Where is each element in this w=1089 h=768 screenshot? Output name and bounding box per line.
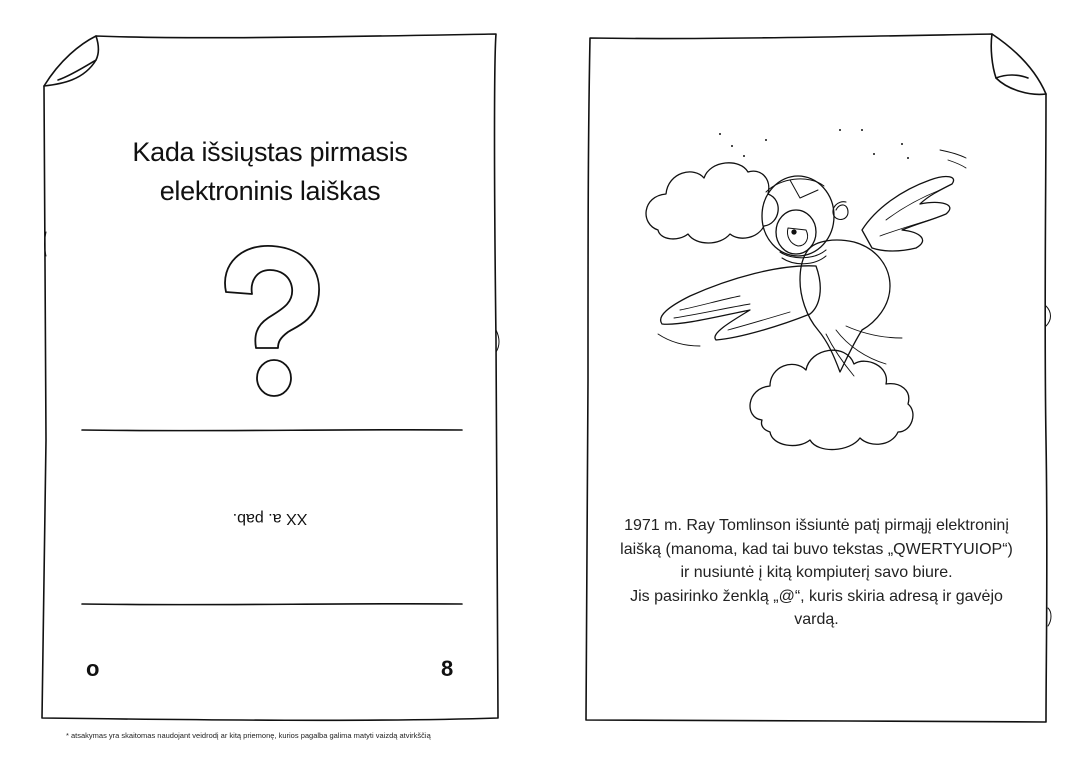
mirrored-answer: XX a. pab. bbox=[232, 510, 308, 527]
fact-text bbox=[604, 514, 1029, 632]
footnote: * atsakymas yra skaitomas naudojant veidrodį ar kitą priemonę, kurios pagalba galima matyti vaizdą atvirkščią bbox=[66, 731, 431, 740]
pigeon-body bbox=[800, 240, 890, 372]
bottom-cloud bbox=[750, 350, 913, 449]
question-title-line-1: Kada išsiųstas pirmasis bbox=[132, 137, 408, 167]
fact-line-3: ir nusiuntė į kitą kompiuterį savo biure. bbox=[680, 564, 953, 581]
page-number-left: o bbox=[86, 656, 100, 681]
fact-line-5: vardą. bbox=[794, 611, 839, 628]
page-number-right: 8 bbox=[441, 656, 454, 681]
helmet bbox=[762, 176, 834, 256]
pigeon-illustration bbox=[640, 120, 980, 460]
top-cloud bbox=[646, 163, 778, 243]
fact-line-4: Jis pasirinko ženklą „@“, kuris skiria adresą ir gavėjo bbox=[630, 587, 1003, 605]
fact-line-2: laišką (manoma, kad tai buvo tekstas „QWERTYUIOP“) bbox=[620, 540, 1013, 558]
question-mark-icon bbox=[212, 240, 332, 410]
left-wing bbox=[661, 266, 821, 340]
fact-line-1: 1971 m. Ray Tomlinson išsiuntė patį pirmąjį elektroninį bbox=[624, 517, 1009, 534]
question-title bbox=[110, 133, 430, 211]
question-title-line-2: elektroninis laiškas bbox=[159, 176, 381, 206]
spiral-mark bbox=[833, 202, 848, 220]
right-wing bbox=[862, 177, 954, 251]
